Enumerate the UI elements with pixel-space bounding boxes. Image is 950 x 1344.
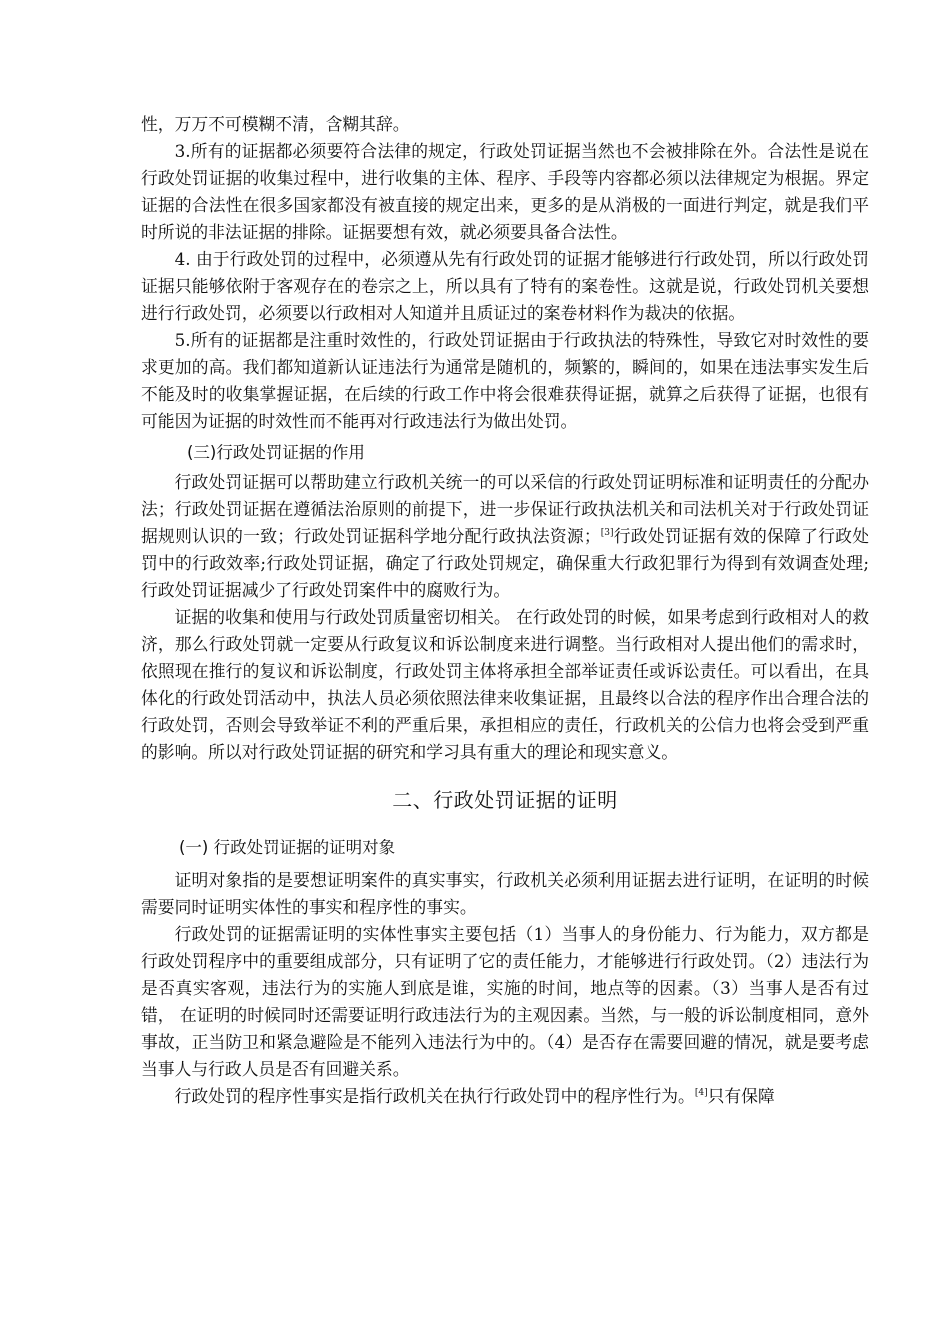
paragraph-legality: 3.所有的证据都必须要符合法律的规定，行政处罚证据当然也不会被排除在外。合法性是说在行政处罚证据的收集过程中，进行收集的主体、程序、手段等内容都必须以法律规定为根据。界定证据的合法性在很多国家都没有被直接的规定出来，更多的是从消极的一面进行判定，就是我们平时所说的非法证据的排除。证据要想有效，就必须要具备合法性。	[141, 141, 869, 242]
section-title: 二、行政处罚证据的证明	[392, 788, 618, 812]
citation-4: [4]	[694, 1088, 708, 1098]
paragraph-substantive-facts: 行政处罚的证据需证明的实体性事实主要包括（1）当事人的身份能力、行为能力，双方都是行政处罚程序中的重要组成部分，只有证明了它的责任能力，才能够进行行政处罚。（2）违法行为是否真实客观，违法行为的实施人到底是谁，实施的时间，地点等的因素。（3）当事人是否有过错， 在证明的时候同时还需要证明行政违法行为的主观因素。当然，与一般的诉讼制度相同，意外事故，正当防卫和紧急避险是不能列入违法行为中的。（4）是否存在需要回避的情况，就是要考虑当事人与行政人员是否有回避关系。	[141, 924, 869, 1079]
paragraph-dossier: 4. 由于行政处罚的过程中，必须遵从先有行政处罚的证据才能够进行行政处罚，所以行政处罚证据只能够依附于客观存在的卷宗之上，所以具有了特有的案卷性。这就是说，行政处罚机关要想进行行政处罚，必须要以行政相对人知道并且质证过的案卷材料作为裁决的依据。	[141, 249, 869, 323]
subheading-proof-object: (一) 行政处罚证据的证明对象	[179, 838, 396, 857]
page-body	[141, 111, 869, 1110]
paragraph-continuation: 性，万万不可模糊不清，含糊其辞。	[141, 114, 410, 134]
paragraph-evidence-role-part1: 行政处罚证据可以帮助建立行政机关统一的可以采信的行政处罚证明标准和证明责任的分配办法；行政处罚证据在遵循法治原则的前提下，进一步保证行政执法机关和司法机关对于行政处罚证据规则认识的一致；行政处罚证据科学地分配行政执法资源；	[141, 472, 869, 546]
subheading-evidence-role: (三)行政处罚证据的作用	[187, 443, 365, 462]
citation-3: [3]	[600, 528, 614, 538]
paragraph-evidence-role-part2: 行政处罚证据有效的保障了行政处罚中的行政效率;行政处罚证据，确定了行政处罚规定，确保重大行政犯罪行为得到有效调查处理;行政处罚证据减少了行政处罚案件中的腐败行为。	[141, 526, 869, 600]
paragraph-timeliness: 5.所有的证据都是注重时效性的，行政处罚证据由于行政执法的特殊性，导致它对时效性的要求更加的高。我们都知道新认证违法行为通常是随机的，频繁的，瞬间的，如果在违法事实发生后不能及时的收集掌握证据，在后续的行政工作中将会很难获得证据，就算之后获得了证据，也很有可能因为证据的时效性而不能再对行政违法行为做出处罚。	[141, 330, 869, 431]
paragraph-proof-object: 证明对象指的是要想证明案件的真实事实，行政机关必须利用证据去进行证明，在证明的时候需要同时证明实体性的事实和程序性的事实。	[141, 870, 869, 917]
paragraph-procedural-facts	[141, 1083, 869, 1110]
paragraph-evidence-quality: 证据的收集和使用与行政处罚质量密切相关。 在行政处罚的时候，如果考虑到行政相对人的救济，那么行政处罚就一定要从行政复议和诉讼制度来进行调整。当行政相对人提出他们的需求时，依照现在推行的复议和诉讼制度，行政处罚主体将承担全部举证责任或诉讼责任。可以看出，在具体化的行政处罚活动中，执法人员必须依照法律来收集证据，且最终以合法的程序作出合理合法的行政处罚，否则会导致举证不利的严重后果，承担相应的责任，行政机关的公信力也将会受到严重的影响。所以对行政处罚证据的研究和学习具有重大的理论和现实意义。	[141, 607, 869, 762]
paragraph-procedural-facts-part2: 只有保障	[707, 1086, 775, 1106]
paragraph-evidence-role	[141, 469, 869, 604]
paragraph-procedural-facts-part1: 行政处罚的程序性事实是指行政机关在执行行政处罚中的程序性行为。	[174, 1086, 695, 1106]
